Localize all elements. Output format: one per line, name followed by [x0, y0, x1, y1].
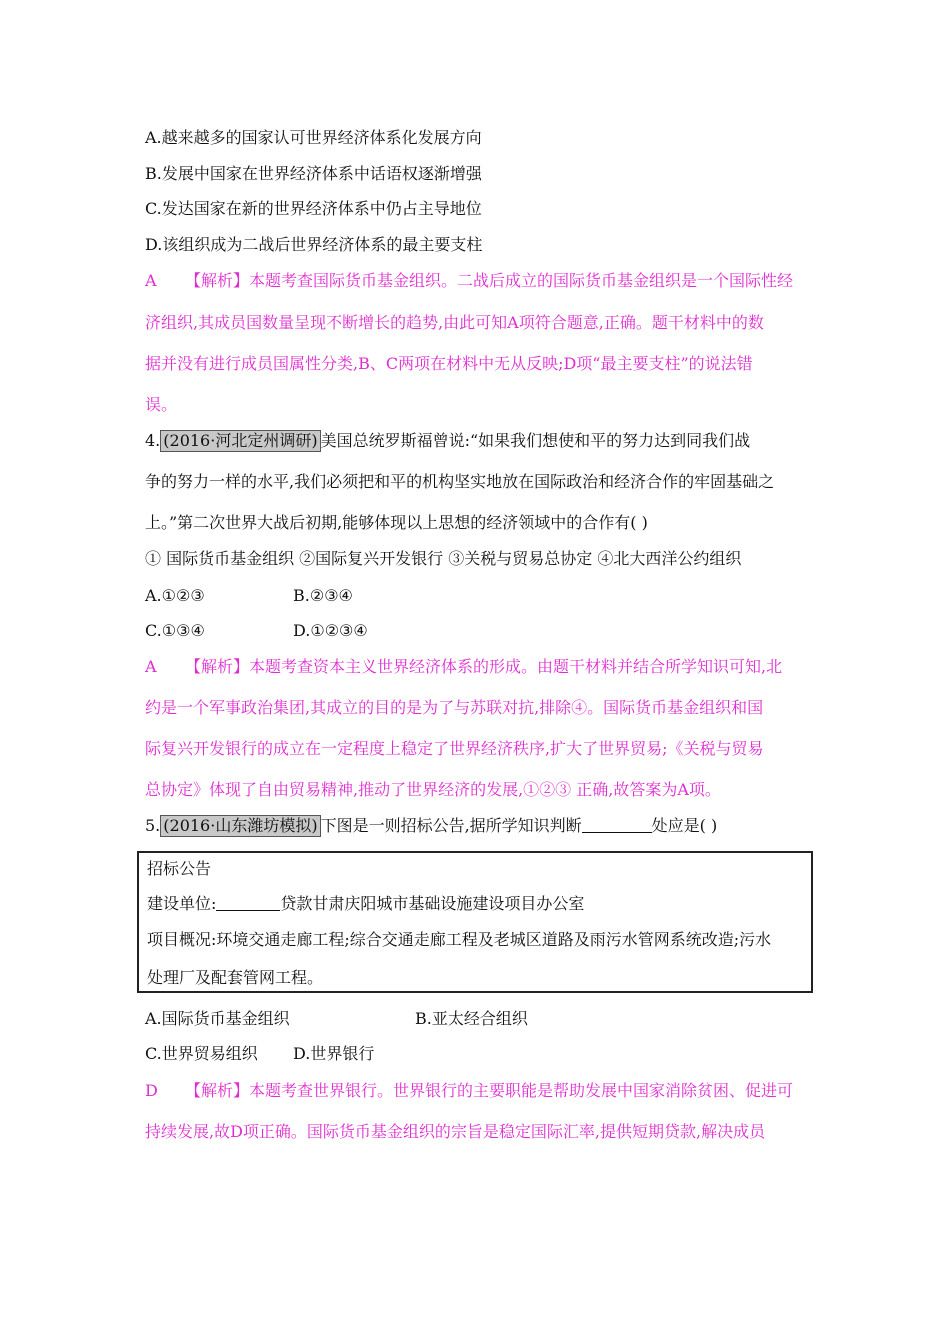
q4-source-tag: (2016·河北定州调研): [160, 430, 320, 452]
q5-stem-pre: 下图是一则招标公告,据所学知识判断: [320, 816, 582, 835]
q4-answer-line-4: 总协定》体现了自由贸易精神,推动了世界经济的发展,①②③ 正确,故答案为A项。: [145, 780, 721, 799]
q3-answer-line-1: [145, 270, 793, 292]
q3-answer-text-1: 【解析】本题考查国际货币基金组织。二战后成立的国际货币基金组织是一个国际性经: [185, 271, 794, 290]
q4-items: ① 国际货币基金组织 ②国际复兴开发银行 ③关税与贸易总协定 ④北大西洋公约组织: [145, 549, 742, 568]
notice-unit-blank: [216, 894, 280, 911]
q4-stem-line-2: 争的努力一样的水平,我们必须把和平的机构坚实地放在国际政治和经济合作的牢固基础之: [145, 472, 775, 491]
q5-answer-letter: D: [145, 1081, 158, 1100]
q4-option-d: D.①②③④: [293, 621, 368, 640]
q3-option-b: B.发展中国家在世界经济体系中话语权逐渐增强: [145, 164, 482, 183]
notice-overview-1: 项目概况:环境交通走廊工程;综合交通走廊工程及老城区道路及雨污水管网系统改造;污水: [147, 930, 772, 949]
q5-option-a: A.国际货币基金组织: [145, 1009, 290, 1028]
q4-stem-text-1: 美国总统罗斯福曾说:“如果我们想使和平的努力达到同我们战: [320, 431, 751, 450]
q3-answer-line-3: 据并没有进行成员国属性分类,B、C两项在材料中无从反映;D项“最主要支柱”的说法错: [145, 354, 753, 373]
q4-option-b: B.②③④: [293, 586, 353, 605]
q4-stem-line-1: [145, 430, 750, 452]
q5-number: 5.: [145, 816, 161, 835]
q5-stem: [145, 815, 717, 837]
notice-overview-2: 处理厂及配套管网工程。: [147, 968, 324, 987]
q5-source-tag: (2016·山东潍坊模拟): [160, 815, 320, 837]
q4-answer-text-1: 【解析】本题考查资本主义世界经济体系的形成。由题干材料并结合所学知识可知,北: [185, 657, 783, 676]
q4-answer-line-3: 际复兴开发银行的成立在一定程度上稳定了世界经济秩序,扩大了世界贸易;《关税与贸易: [145, 739, 764, 758]
notice-unit: [147, 893, 584, 915]
q4-stem-line-3: 上。”第二次世界大战后初期,能够体现以上思想的经济领域中的合作有( ): [145, 513, 648, 532]
q5-answer-text-1: 【解析】本题考查世界银行。世界银行的主要职能是帮助发展中国家消除贫困、促进可: [185, 1081, 794, 1100]
q5-option-c: C.世界贸易组织: [145, 1044, 258, 1063]
notice-unit-label: 建设单位:: [147, 894, 217, 913]
q5-answer-line-2: 持续发展,故D项正确。国际货币基金组织的宗旨是稳定国际汇率,提供短期贷款,解决成员: [145, 1122, 766, 1141]
q5-blank: [582, 816, 652, 833]
tender-notice-box: [137, 851, 813, 993]
q3-option-a: A.越来越多的国家认可世界经济体系化发展方向: [145, 128, 482, 147]
q4-number: 4.: [145, 431, 161, 450]
q5-option-b: B.亚太经合组织: [415, 1009, 528, 1028]
q4-answer-line-1: [145, 656, 782, 678]
q3-option-d: D.该组织成为二战后世界经济体系的最主要支柱: [145, 235, 483, 254]
q3-answer-letter: A: [145, 271, 157, 290]
q5-option-d: D.世界银行: [293, 1044, 375, 1063]
q4-answer-line-2: 约是一个军事政治集团,其成立的目的是为了与苏联对抗,排除④。国际货币基金组织和国: [145, 698, 764, 717]
q3-answer-line-2: 济组织,其成员国数量呈现不断增长的趋势,由此可知A项符合题意,正确。题干材料中的数: [145, 313, 764, 332]
q4-answer-letter: A: [145, 657, 157, 676]
q3-answer-line-4: 误。: [145, 395, 178, 414]
q4-option-c: C.①③④: [145, 621, 205, 640]
q5-answer-line-1: [145, 1080, 793, 1102]
notice-title: 招标公告: [147, 859, 212, 878]
q4-option-a: A.①②③: [145, 586, 205, 605]
q3-option-c: C.发达国家在新的世界经济体系中仍占主导地位: [145, 199, 482, 218]
notice-unit-text: 贷款甘肃庆阳城市基础设施建设项目办公室: [280, 894, 585, 913]
q5-stem-post: 处应是( ): [651, 816, 718, 835]
